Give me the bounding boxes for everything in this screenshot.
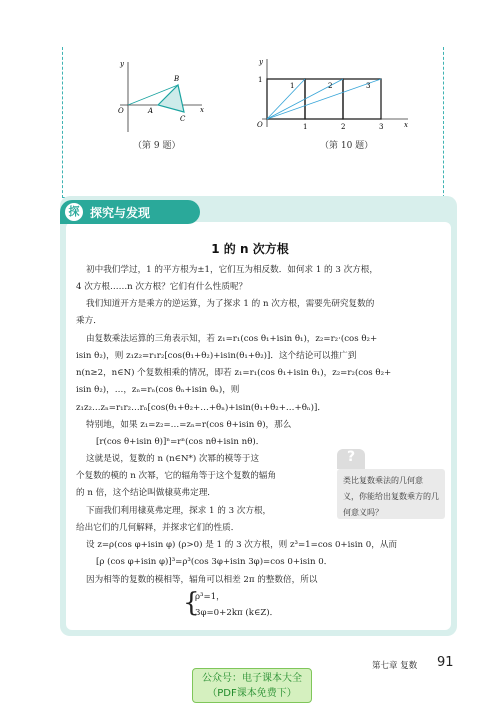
- fig10-tick-2: 2: [341, 123, 346, 131]
- fig10-label-o: O: [257, 121, 263, 129]
- question-mark-icon: ?: [337, 449, 365, 469]
- paragraph-line: isin θ₂)，则 z₁z₂=r₁r₂[cos(θ₁+θ₂)+isin(θ₁+θ₂)]．这个结论可以推广到: [76, 351, 357, 361]
- side-note-line: 义，你能给出复数乘方的几: [343, 492, 439, 501]
- fig10-diag-1: [267, 79, 305, 119]
- fig10-box-label-3: 3: [366, 82, 371, 90]
- paragraph-line: 给出它们的几何解释，并探求它们的性质．: [76, 523, 240, 533]
- watermark-line-1: 公众号：电子课本大全: [202, 673, 302, 684]
- fig9-label-y: y: [120, 60, 124, 68]
- section-tab: [60, 200, 200, 224]
- paragraph-line: 乘方．: [76, 316, 102, 326]
- system-equation-1: ρ³=1，: [195, 592, 225, 602]
- formula-line: [r(cos θ+isin θ)]ⁿ=rⁿ(cos nθ+isin nθ)．: [96, 437, 265, 447]
- side-note-line: 何意义吗？: [343, 508, 383, 517]
- fig9-label-o: O: [118, 107, 124, 115]
- paragraph-line: 由复数乘法运算的三角表示知，若 z₁=r₁(cos θ₁+isin θ₁)，z₂=r₂·(cos θ₂+: [86, 334, 378, 344]
- paragraph-line: 设 z=ρ(cos φ+isin φ) (ρ>0) 是 1 的 3 次方根，则 z³=1=cos 0+isin 0，从而: [86, 540, 398, 550]
- paragraph-line: 这就是说，复数的 n (n∈N*) 次幂的模等于这: [86, 454, 260, 464]
- side-note: [337, 469, 445, 519]
- fig9-label-a: A: [148, 107, 154, 115]
- fig10-box-label-1: 1: [290, 82, 295, 90]
- fig10-box-3: [343, 79, 381, 119]
- section-tab-label: 探究与发现: [90, 206, 151, 220]
- formula-line: z₁z₂…zₙ=r₁r₂…rₙ[cos(θ₁+θ₂+…+θₙ)+isin(θ₁+θ₂+…+θₙ)]．: [76, 403, 326, 413]
- watermark-badge: [192, 668, 312, 703]
- paragraph-line: 4 次方根……n 次方根？它们有什么性质呢？: [76, 282, 248, 292]
- fig10-box-label-2: 2: [328, 82, 333, 90]
- section-title: 1 的 n 次方根: [211, 242, 289, 256]
- paragraph-line: 个复数的模的 n 次幂，它的辐角等于这个复数的辐角: [76, 471, 277, 481]
- paragraph-line: 的 n 倍，这个结论叫做棣莫弗定理．: [76, 488, 216, 498]
- fig9-label-b: B: [174, 75, 180, 83]
- system-brace: {: [183, 588, 200, 618]
- fig10-tick-y1: 1: [258, 76, 263, 84]
- fig10-diag-3: [267, 79, 381, 119]
- fig10-label-x: x: [404, 121, 408, 129]
- explore-icon: 探: [65, 203, 83, 221]
- fig9-label-c: C: [180, 115, 186, 123]
- paragraph-line: 下面我们利用棣莫弗定理，探求 1 的 3 次方根，: [86, 506, 272, 516]
- side-note-line: 类比复数乘法的几何意: [343, 476, 423, 485]
- figure-9: [100, 50, 220, 135]
- fig10-tick-1: 1: [303, 123, 308, 131]
- figure-10-caption: （第 10 题）: [320, 141, 374, 151]
- paragraph-line: 因为相等的复数的模相等，辐角可以相差 2π 的整数倍，所以: [86, 575, 318, 585]
- fig9-triangle: [158, 85, 184, 112]
- paragraph-line: n(n≥2，n∈N) 个复数相乘的情况，即若 z₁=r₁(cos θ₁+isin θ₁)，z₂=r₂(cos θ₂+: [76, 368, 392, 378]
- paragraph-line: isin θ₂)，…，zₙ=rₙ(cos θₙ+isin θₙ)，则: [76, 385, 240, 395]
- paragraph-line: 初中我们学过，1 的平方根为±1，它们互为相反数．如何求 1 的 3 次方根，: [86, 265, 378, 275]
- fig10-tick-3: 3: [379, 123, 384, 131]
- chapter-footer: 第七章 复数: [372, 661, 418, 671]
- fig10-label-y: y: [259, 58, 263, 66]
- paragraph-line: 我们知道开方是乘方的逆运算，为了探求 1 的 n 次方根，需要先研究复数的: [86, 299, 375, 309]
- page-number: 91: [437, 655, 454, 670]
- figure-9-caption: （第 9 题）: [133, 141, 181, 151]
- figure-10: [248, 55, 418, 135]
- formula-line: [ρ (cos φ+isin φ)]³=ρ³(cos 3φ+isin 3φ)=cos 0+isin 0．: [96, 557, 333, 567]
- watermark-line-2: （PDF课本免费下）: [207, 688, 297, 699]
- system-equation-2: 3φ=0+2kπ (k∈Z)．: [195, 608, 279, 618]
- fig9-label-x: x: [200, 106, 204, 114]
- paragraph-line: 特别地，如果 z₁=z₂=…=zₙ=r(cos θ+isin θ)，那么: [86, 420, 292, 430]
